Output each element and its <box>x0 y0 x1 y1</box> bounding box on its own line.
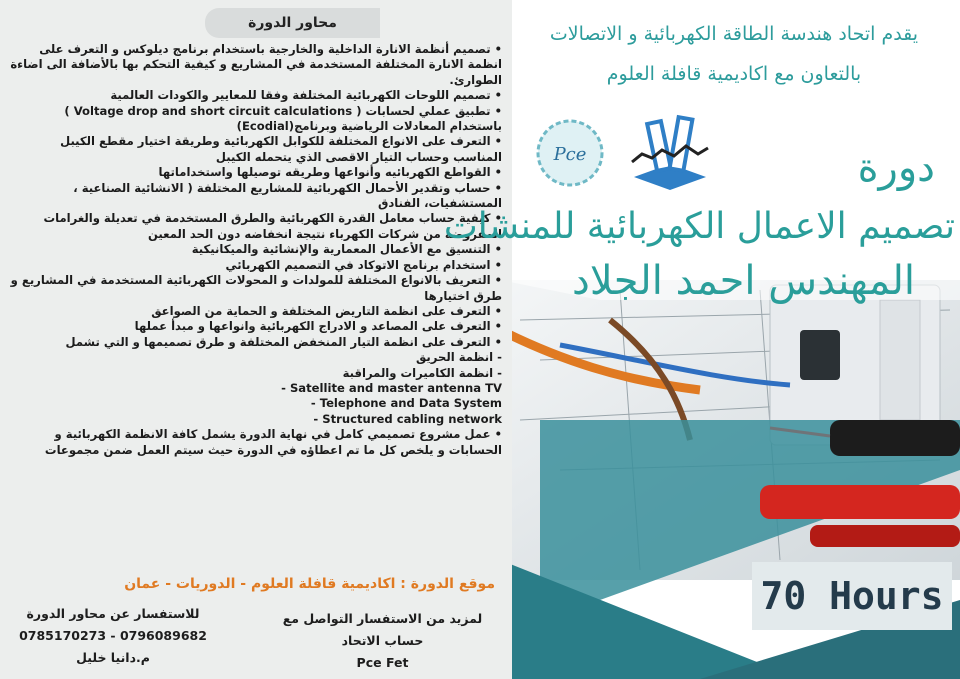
topic-item: • التعرف على المصاعد و الادراج الكهربائية وانواعها و مبدأ عملها <box>10 319 502 334</box>
topic-item: • حساب وتقدير الأحمال الكهربائية للمشاريع المختلفة ( الانشائية الصناعية ، المستشفيات، الفنادق <box>10 181 502 212</box>
course-label: دورة <box>857 145 935 191</box>
pce-logo-text: Pce <box>553 144 587 165</box>
topic-item: • التعرف على انظمة التاريض المختلفة و الحماية من الصواعق <box>10 304 502 319</box>
topic-item: • التعرف على الانواع المختلفة للكوابل الكهربائية وطريقة اختيار مقطع الكيبل المناسب وحساب التيار الاقصى الذي يتحمله الكيبل <box>10 134 502 165</box>
sub-topic-item: - انظمة الكاميرات والمراقبة <box>10 366 502 381</box>
final-project-item: • عمل مشروع تصميمي كامل في نهاية الدورة يشمل كافة الانظمة الكهربائية و الحسابات و يلخص كل ما تم اعطاؤه في الدورة حيث سيتم العمل ضمن مجموعات <box>10 427 502 458</box>
sub-topic-item: - Telephone and Data System <box>10 396 502 411</box>
course-title: تصميم الاعمال الكهربائية للمنشات <box>443 206 955 247</box>
instructor-name: المهندس احمد الجلاد <box>572 258 915 304</box>
topic-item: • تصميم أنظمة الانارة الداخلية والخارجية باستخدام برنامج ديلوكس و التعرف على انظمة الانارة المختلفة المستخدمة في المشاريع و كيفية التحكم بها بالأضافة الى اضاءة الطوارئ. <box>10 42 502 88</box>
topic-item: • التعرف على انظمة التيار المنخفض المختلفة و طرق تصميمها و التي تشمل <box>10 335 502 350</box>
topic-item: • تصميم اللوحات الكهربائية المختلفة وفقا للمعايير والكودات العالمية <box>10 88 502 103</box>
topics-list <box>10 42 502 562</box>
more-info-line: لمزيد من الاستفسار التواصل مع <box>282 611 483 626</box>
course-location: موقع الدورة : اكاديمية قافلة العلوم - الدوريات - عمان <box>124 576 495 592</box>
sub-topic-item: - Satellite and master antenna TV <box>10 381 502 396</box>
topic-item: • تطبيق عملي لحسابات ( Voltage drop and short circuit calculations ) باستخدام المعادلات الرياضية وبرنامج(Ecodial) <box>10 104 502 135</box>
contact-name: م.دانيا خليل <box>76 650 150 665</box>
topic-item: • القواطع الكهربائيه وأنواعها وطريقه توصيلها واستخداماتها <box>10 165 502 180</box>
topic-item: • التنسيق مع الأعمال المعمارية والإنشائية والميكانيكية <box>10 242 502 257</box>
cooperation-line: بالتعاون مع اكاديمية قافلة العلوم <box>606 63 862 85</box>
topics-heading: محاور الدورة <box>205 8 380 38</box>
black-probe <box>830 420 960 456</box>
topic-item: • استخدام برنامج الاتوكاد في التصميم الكهربائي <box>10 258 502 273</box>
more-info-contact <box>250 608 515 674</box>
union-account-label: حساب الاتحاد <box>341 633 424 648</box>
phone-numbers: 0785170273 - 0796089682 <box>19 628 207 643</box>
inquiry-title: للاستفسار عن محاور الدورة <box>26 606 200 621</box>
union-account-name: Pce Fet <box>356 655 409 670</box>
inquiry-contact <box>8 603 218 669</box>
red-probe <box>760 485 960 519</box>
presenter-line: يقدم اتحاد هندسة الطاقة الكهربائية و الاتصالات <box>549 23 919 45</box>
hours-badge: 70 Hours <box>752 562 952 630</box>
topic-item: • كيفية حساب معامل القدرة الكهربائية والطرق المستخدمة في تعديلة والغرامات المفروضة من شركات الكهرباء نتيجة انخفاضه دون الحد المعين <box>10 211 502 242</box>
sub-topic-item: - Structured cabling network <box>10 412 502 427</box>
topic-item: • التعريف بالانواع المختلفة للمولدات و المحولات الكهربائية المستخدمة في المشاريع و طرق اختيارها <box>10 273 502 304</box>
sub-topic-item: - انظمة الحريق <box>10 350 502 365</box>
header-text <box>515 14 953 94</box>
